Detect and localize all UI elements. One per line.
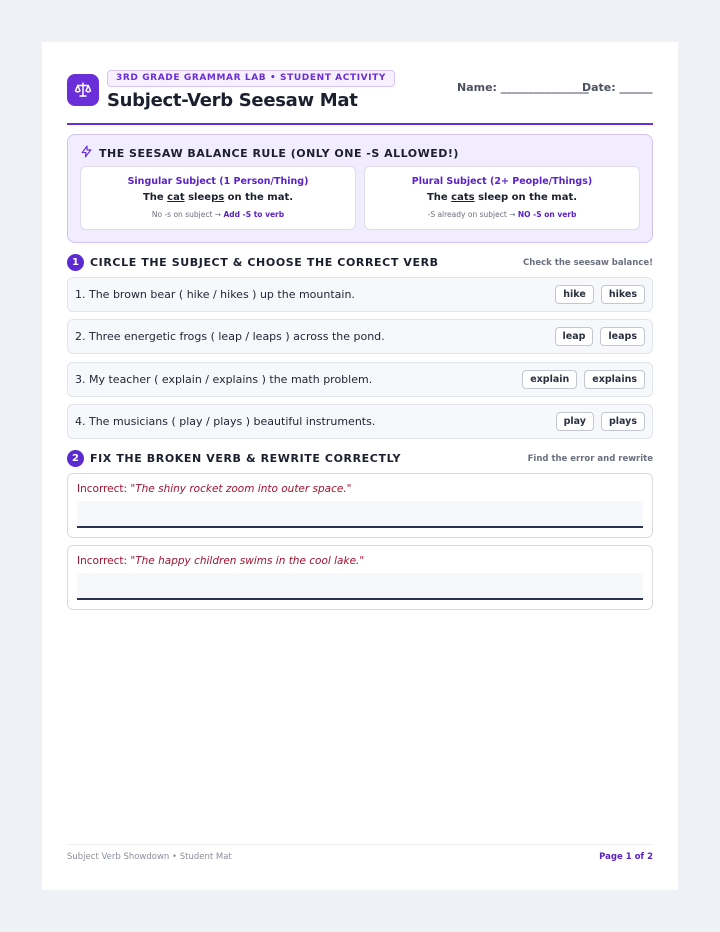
question-text: 3. My teacher ( explain / explains ) the math problem. bbox=[75, 373, 373, 386]
lightning-icon bbox=[80, 145, 93, 161]
section-1-title: CIRCLE THE SUBJECT & CHOOSE THE CORRECT VERB bbox=[90, 256, 439, 269]
question-row bbox=[67, 319, 653, 354]
seesaw-rule-panel bbox=[67, 134, 653, 243]
singular-rule-card bbox=[80, 166, 356, 230]
incorrect-sentence: Incorrect: "The shiny rocket zoom into outer space." bbox=[77, 483, 352, 495]
rule-heading-text: THE SEESAW BALANCE RULE (ONLY ONE -S ALLOWED!) bbox=[99, 146, 459, 160]
verb-option-button[interactable]: leap bbox=[555, 327, 594, 346]
section-2-hint: Find the error and rewrite bbox=[527, 454, 653, 464]
question-row bbox=[67, 362, 653, 397]
section-2-header bbox=[67, 450, 401, 467]
verb-option-button[interactable]: plays bbox=[601, 412, 645, 431]
header-divider bbox=[67, 123, 653, 125]
verb-option-button[interactable]: play bbox=[556, 412, 594, 431]
question-text: 4. The musicians ( play / plays ) beautiful instruments. bbox=[75, 415, 376, 428]
singular-example: The cat sleeps on the mat. bbox=[142, 192, 294, 203]
section-1-hint: Check the seesaw balance! bbox=[523, 258, 653, 268]
singular-subject: cat bbox=[167, 192, 185, 203]
verb-option-button[interactable]: leaps bbox=[600, 327, 645, 346]
plural-rule-card bbox=[364, 166, 640, 230]
plural-note: -S already on subject → NO -S on verb bbox=[427, 210, 577, 219]
footer-title: Subject Verb Showdown • Student Mat bbox=[67, 852, 232, 862]
section-2-title: FIX THE BROKEN VERB & REWRITE CORRECTLY bbox=[90, 452, 402, 465]
question-text: 2. Three energetic frogs ( leap / leaps ) across the pond. bbox=[75, 330, 385, 343]
section-1-number: 1 bbox=[67, 254, 84, 271]
singular-title: Singular Subject (1 Person/Thing) bbox=[127, 176, 309, 187]
scale-icon bbox=[67, 74, 99, 106]
plural-title: Plural Subject (2+ People/Things) bbox=[411, 176, 593, 187]
rule-heading bbox=[80, 145, 459, 161]
verb-option-button[interactable]: hikes bbox=[601, 285, 645, 304]
singular-note: No -s on subject → Add -S to verb bbox=[151, 210, 285, 219]
page-title: Subject-Verb Seesaw Mat bbox=[107, 90, 358, 111]
page-number: Page 1 of 2 bbox=[599, 852, 653, 862]
section-1-header bbox=[67, 254, 439, 271]
rewrite-input[interactable] bbox=[77, 501, 643, 528]
rewrite-card bbox=[67, 473, 653, 538]
grade-badge: 3RD GRADE GRAMMAR LAB • STUDENT ACTIVITY bbox=[107, 70, 395, 87]
plural-example: The cats sleep on the mat. bbox=[426, 192, 578, 203]
incorrect-sentence: Incorrect: "The happy children swims in the cool lake." bbox=[77, 555, 365, 567]
plural-subject: cats bbox=[451, 192, 475, 203]
section-2-number: 2 bbox=[67, 450, 84, 467]
question-row bbox=[67, 277, 653, 312]
rewrite-card bbox=[67, 545, 653, 610]
worksheet-page bbox=[42, 42, 678, 890]
question-row bbox=[67, 404, 653, 439]
footer-divider bbox=[67, 844, 653, 845]
verb-option-button[interactable]: explain bbox=[522, 370, 577, 389]
verb-option-button[interactable]: hike bbox=[555, 285, 594, 304]
question-text: 1. The brown bear ( hike / hikes ) up the mountain. bbox=[75, 288, 355, 301]
name-field-label: Name: ________________ bbox=[457, 81, 589, 94]
singular-verb-ending: ps bbox=[211, 192, 225, 203]
date-field-label: Date: ______ bbox=[582, 81, 653, 94]
verb-option-button[interactable]: explains bbox=[584, 370, 645, 389]
rewrite-input[interactable] bbox=[77, 573, 643, 600]
